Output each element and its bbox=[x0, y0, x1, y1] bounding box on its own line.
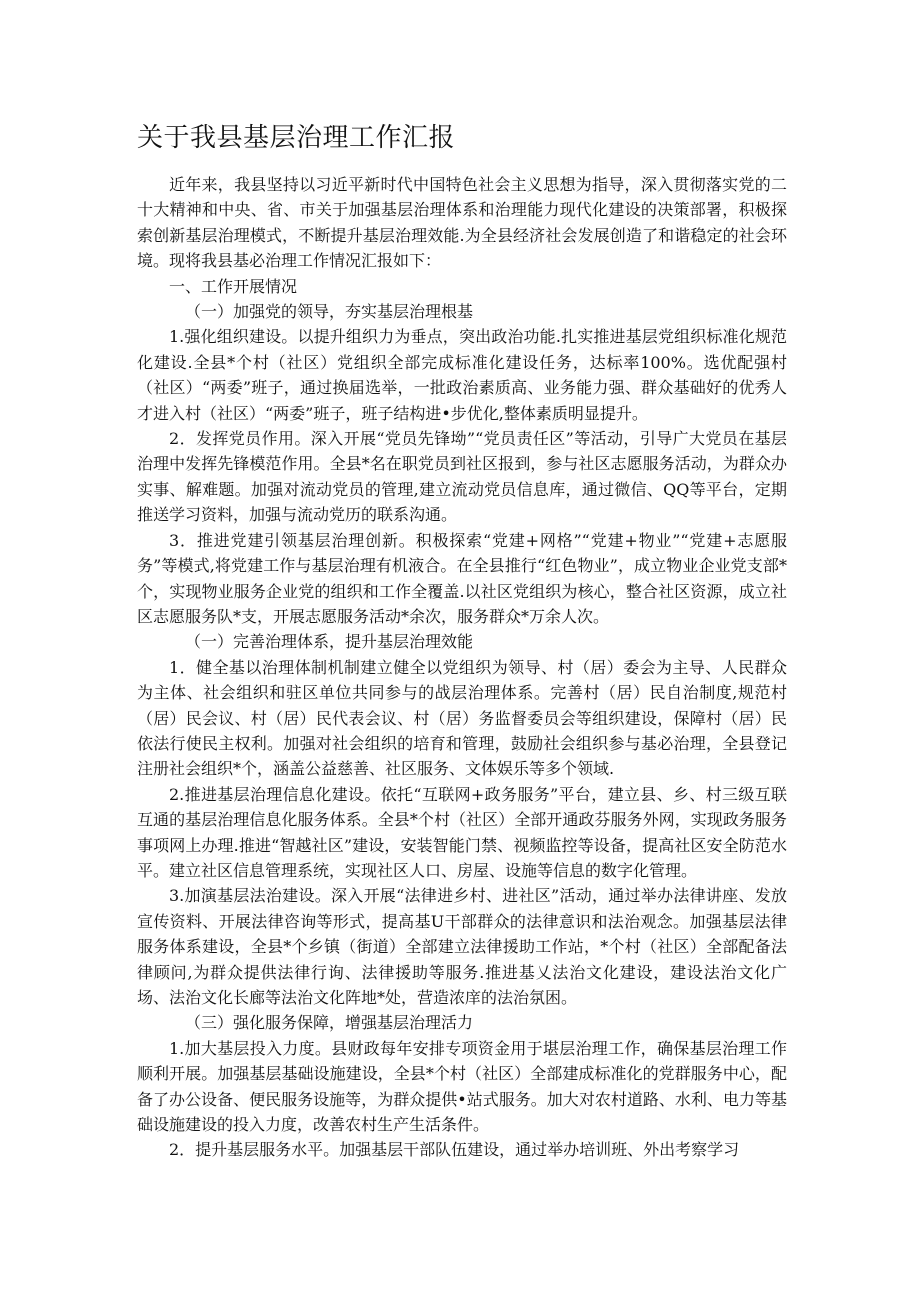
paragraph: 近年来，我县坚持以习近平新时代中国特色社会主义思想为指导，深入贯彻落实党的二十大精神和中央、省、市关于加强基层治理体系和治理能力现代化建设的决策部署，积极探索创新基层治理模式，不断提升基层治理效能.为全县经济社会发展创造了和谐稳定的社会环境。现将我县基必治理工作情况汇报如下： bbox=[137, 175, 787, 271]
subsection-heading: （一）加强党的领导，夯实基层治理根基 bbox=[185, 302, 474, 322]
paragraph: 1.强化组织建设。以提升组织力为垂点，突出政治功能.扎实推进基层党组织标准化规范化建设.全县*个村（社区）党组织全部完成标准化建设任务，达标率100%。选优配强村（社区）“两委”班子，通过换届选举，一批政治素质高、业务能力强、群众基础好的优秀人才进入村（社区）“两委”班子，班子结构进•步优化,整体素质明显提升。 bbox=[137, 327, 787, 423]
document-title: 关于我县基层治理工作汇报 bbox=[137, 123, 456, 153]
paragraph: 2．发挥党员作用。深入开展“党员先锋坳”“党员责任区”等活动，引导广大党员在基层治理中发挥先锋模范作用。全县*名在职党员到社区报到，参与社区志愿服务活动，为群众办实事、解难题。加强对流动党员的管理,建立流动党员信息库，通过微信、QQ等平台，定期推送学习资料，加强与流动党历的联系沟通。 bbox=[137, 429, 787, 525]
paragraph: 3.加演基层法治建设。深入开展“法律进乡村、进社区”活动，通过举办法律讲座、发放宣传资料、开展法律咨询等形式，提高基U干部群众的法律意识和法治观念。加强基层法律服务体系建设，全县*个乡镇（街道）全部建立法律援助工作站，*个村（社区）全部配备法律顾问,为群众提供法律行询、法律援助等服务.推进基乂法治文化建设，建设法治文化广场、法治文化长廊等法治文化阵地*处，营造浓庠的法治氛困。 bbox=[137, 886, 787, 1007]
subsection-heading: （一）完善治理体系，提升基层治理效能 bbox=[185, 632, 474, 652]
paragraph: 1.加大基层投入力度。县财政每年安排专项资金用于堪层治理工作，确保基层治理工作顺利开展。加强基层基础设施建设，全县*个村（社区）全部建成标准化的党群服务中心，配备了办公设备、便民服务设施等，为群众提供•站式服务。加大对农村道路、水利、电力等基础设施建设的投入力度，改善农村生产生活条件。 bbox=[137, 1038, 787, 1135]
paragraph: 3．推进党建引领基层治理创新。积极探索“党建+网格”“党建+物业”“党建+志愿服务”等模式,将党建工作与基层治理有机液合。在全县推行“红色物业”，成立物业企业党支部*个，实现物业服务企业党的组织和工作全覆盖.以社区党组织为核心，整合社区资源，成立社区志愿服务队*支，开展志愿服务活动*余次，服务群众*万余人次。 bbox=[137, 530, 787, 626]
paragraph: 2.推进基层治理信息化建设。依托“互联网+政务服务”平台，建立县、乡、村三级互联互通的基层治理信息化服务体系。全县*个村（社区）全部开通政芬服务外网，实现政务服务事项网上办理.推进“智越社区”建设，安装智能门禁、视频监控等设备，提高社区安全防范水平。建立社区信息管理系统，实现社区人口、房屋、设施等信息的数字化管理。 bbox=[137, 784, 787, 880]
section-heading: 一、工作开展情况 bbox=[169, 276, 298, 296]
paragraph: 1．健全基以治理体制机制建立健全以党组织为领导、村（居）委会为主导、人民群众为主体、社会组织和驻区单位共同参与的战层治理体系。完善村（居）民自治制度,规范村（居）民会议、村（居）民代表会议、村（居）务监督委员会等组织建设，保障村（居）民依法行使民主权利。加强对社会组织的培育和管理，鼓励社会组织参与基必治理，全县登记注册社会组织*个，涵盖公益慈善、社区服务、文体娱乐等多个领域. bbox=[137, 657, 787, 779]
paragraph: 2．提升基层服务水平。加强基层干部队伍建设，通过举办培训班、外出考察学习 bbox=[169, 1140, 740, 1160]
document-body bbox=[137, 172, 787, 1163]
subsection-heading: （三）强化服务保障，增强基层治理活力 bbox=[185, 1013, 474, 1033]
